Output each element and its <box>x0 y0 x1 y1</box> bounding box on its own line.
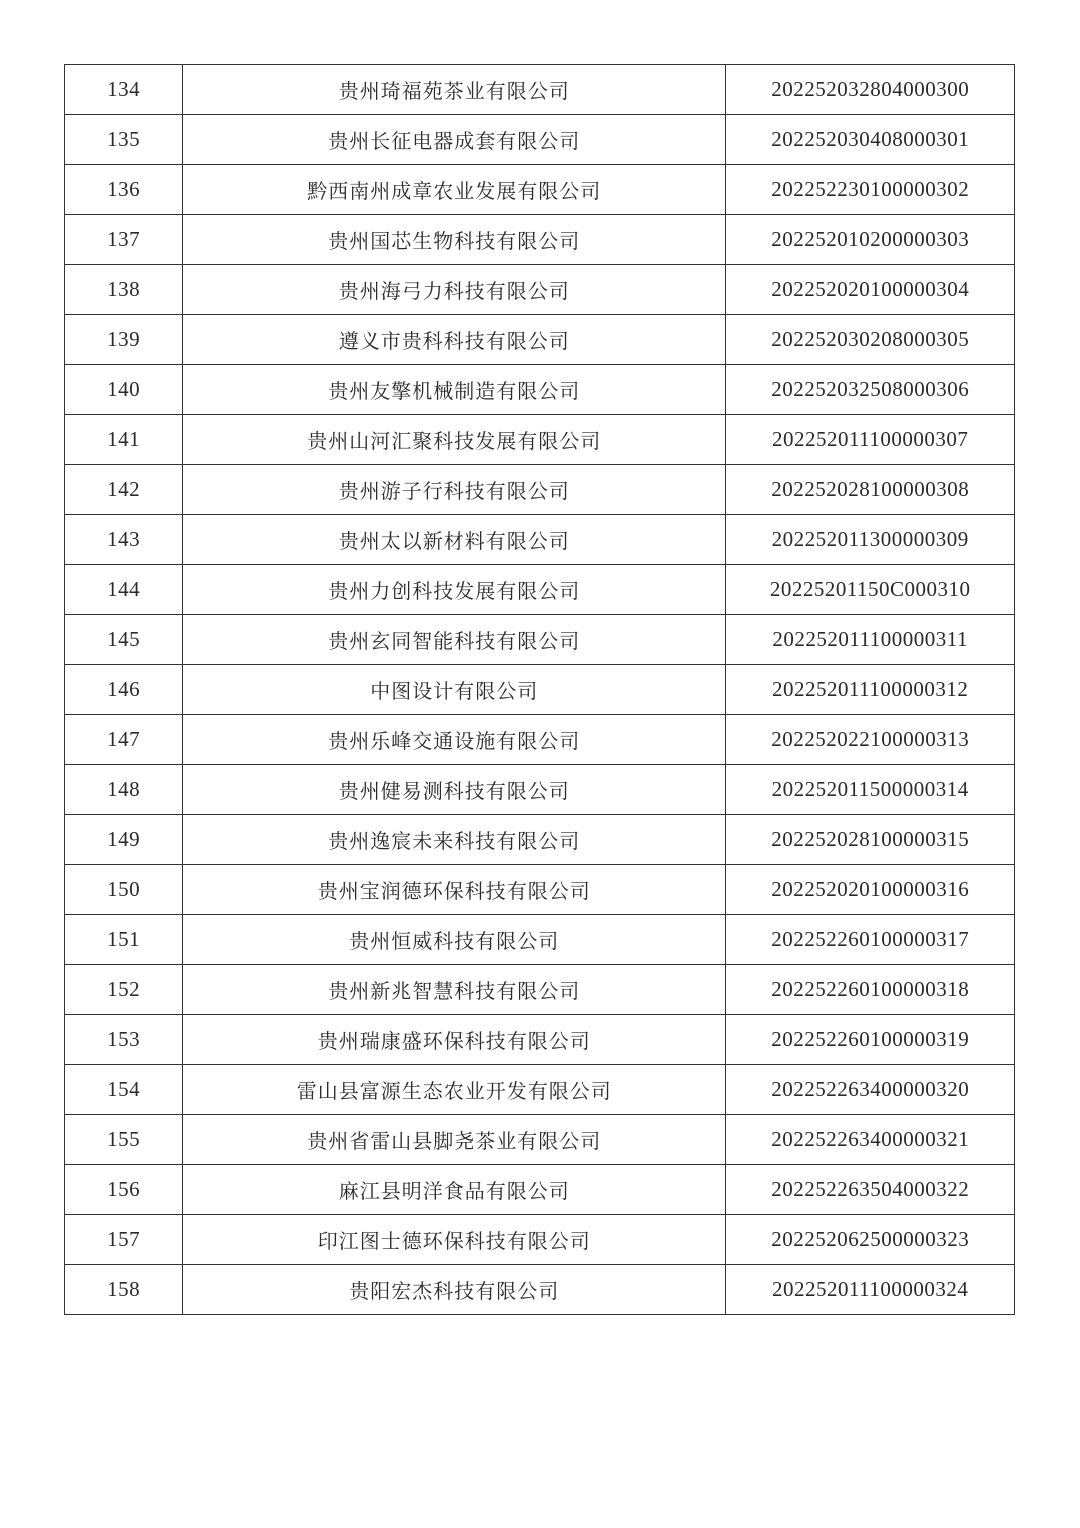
company-name: 雷山县富源生态农业开发有限公司 <box>183 1065 726 1115</box>
table-body <box>65 65 1015 1315</box>
table-row <box>65 1165 1015 1215</box>
registration-code: 202252028100000315 <box>726 815 1015 865</box>
row-number: 139 <box>65 315 183 365</box>
table-row <box>65 1115 1015 1165</box>
company-name: 贵州海弓力科技有限公司 <box>183 265 726 315</box>
table-row <box>65 865 1015 915</box>
row-number: 153 <box>65 1015 183 1065</box>
company-name: 贵州玄同智能科技有限公司 <box>183 615 726 665</box>
company-name: 贵州琦福苑茶业有限公司 <box>183 65 726 115</box>
table-row <box>65 765 1015 815</box>
table-row <box>65 665 1015 715</box>
company-name: 贵州友擎机械制造有限公司 <box>183 365 726 415</box>
row-number: 140 <box>65 365 183 415</box>
company-name: 贵州游子行科技有限公司 <box>183 465 726 515</box>
company-name: 贵州太以新材料有限公司 <box>183 515 726 565</box>
row-number: 147 <box>65 715 183 765</box>
registration-code: 202252032508000306 <box>726 365 1015 415</box>
registration-code: 20225201150C000310 <box>726 565 1015 615</box>
table-row <box>65 165 1015 215</box>
row-number: 158 <box>65 1265 183 1315</box>
table-row <box>65 1215 1015 1265</box>
registration-code: 202252011100000311 <box>726 615 1015 665</box>
company-name: 贵州国芯生物科技有限公司 <box>183 215 726 265</box>
company-name: 麻江县明洋食品有限公司 <box>183 1165 726 1215</box>
row-number: 136 <box>65 165 183 215</box>
row-number: 141 <box>65 415 183 465</box>
registration-code: 202252062500000323 <box>726 1215 1015 1265</box>
row-number: 143 <box>65 515 183 565</box>
row-number: 144 <box>65 565 183 615</box>
table-row <box>65 415 1015 465</box>
company-list-table <box>64 64 1015 1315</box>
company-name: 印江图士德环保科技有限公司 <box>183 1215 726 1265</box>
company-name: 黔西南州成章农业发展有限公司 <box>183 165 726 215</box>
table-row <box>65 1265 1015 1315</box>
table-row <box>65 315 1015 365</box>
table-row <box>65 365 1015 415</box>
company-name: 贵州力创科技发展有限公司 <box>183 565 726 615</box>
table-row <box>65 615 1015 665</box>
registration-code: 202252028100000308 <box>726 465 1015 515</box>
row-number: 151 <box>65 915 183 965</box>
registration-code: 202252011100000307 <box>726 415 1015 465</box>
registration-code: 202252030408000301 <box>726 115 1015 165</box>
row-number: 142 <box>65 465 183 515</box>
row-number: 138 <box>65 265 183 315</box>
registration-code: 202252263400000321 <box>726 1115 1015 1165</box>
table-row <box>65 815 1015 865</box>
company-name: 遵义市贵科科技有限公司 <box>183 315 726 365</box>
row-number: 134 <box>65 65 183 115</box>
row-number: 146 <box>65 665 183 715</box>
row-number: 145 <box>65 615 183 665</box>
registration-code: 202252260100000318 <box>726 965 1015 1015</box>
row-number: 155 <box>65 1115 183 1165</box>
table-row <box>65 65 1015 115</box>
registration-code: 202252011300000309 <box>726 515 1015 565</box>
row-number: 156 <box>65 1165 183 1215</box>
registration-code: 202252032804000300 <box>726 65 1015 115</box>
table-row <box>65 1065 1015 1115</box>
registration-code: 202252030208000305 <box>726 315 1015 365</box>
registration-code: 202252230100000302 <box>726 165 1015 215</box>
table-row <box>65 715 1015 765</box>
registration-code: 202252263504000322 <box>726 1165 1015 1215</box>
company-name: 贵州恒威科技有限公司 <box>183 915 726 965</box>
registration-code: 202252020100000304 <box>726 265 1015 315</box>
registration-code: 202252011100000312 <box>726 665 1015 715</box>
row-number: 135 <box>65 115 183 165</box>
company-name: 贵州省雷山县脚尧茶业有限公司 <box>183 1115 726 1165</box>
row-number: 157 <box>65 1215 183 1265</box>
registration-code: 202252022100000313 <box>726 715 1015 765</box>
table-row <box>65 965 1015 1015</box>
registration-code: 202252011500000314 <box>726 765 1015 815</box>
company-name: 贵州瑞康盛环保科技有限公司 <box>183 1015 726 1065</box>
row-number: 150 <box>65 865 183 915</box>
company-name: 中图设计有限公司 <box>183 665 726 715</box>
company-name: 贵州健易测科技有限公司 <box>183 765 726 815</box>
company-name: 贵州乐峰交通设施有限公司 <box>183 715 726 765</box>
company-name: 贵州宝润德环保科技有限公司 <box>183 865 726 915</box>
company-name: 贵州山河汇聚科技发展有限公司 <box>183 415 726 465</box>
row-number: 154 <box>65 1065 183 1115</box>
registration-code: 202252020100000316 <box>726 865 1015 915</box>
registration-code: 202252263400000320 <box>726 1065 1015 1115</box>
table-row <box>65 915 1015 965</box>
company-name: 贵州逸宸未来科技有限公司 <box>183 815 726 865</box>
table-row <box>65 565 1015 615</box>
row-number: 148 <box>65 765 183 815</box>
table-row <box>65 515 1015 565</box>
table-row <box>65 265 1015 315</box>
table-row <box>65 215 1015 265</box>
row-number: 152 <box>65 965 183 1015</box>
registration-code: 202252010200000303 <box>726 215 1015 265</box>
registration-code: 202252260100000317 <box>726 915 1015 965</box>
table-row <box>65 1015 1015 1065</box>
table-row <box>65 465 1015 515</box>
registration-code: 202252260100000319 <box>726 1015 1015 1065</box>
company-name: 贵州长征电器成套有限公司 <box>183 115 726 165</box>
table-row <box>65 115 1015 165</box>
company-name: 贵阳宏杰科技有限公司 <box>183 1265 726 1315</box>
registration-code: 202252011100000324 <box>726 1265 1015 1315</box>
row-number: 149 <box>65 815 183 865</box>
row-number: 137 <box>65 215 183 265</box>
company-name: 贵州新兆智慧科技有限公司 <box>183 965 726 1015</box>
